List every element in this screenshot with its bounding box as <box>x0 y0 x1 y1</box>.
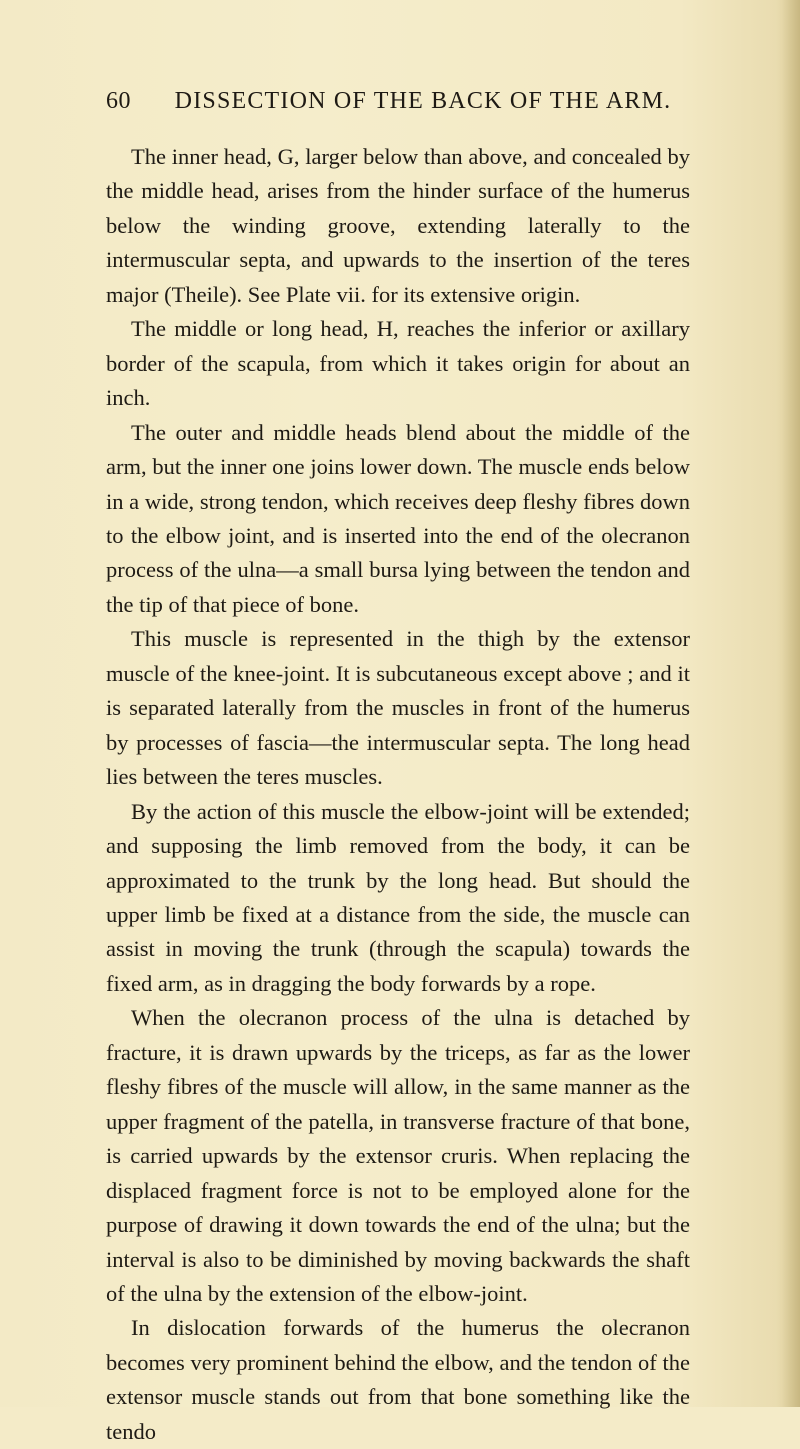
paragraph-homology: This muscle is represented in the thigh by the extensor muscle of the knee-joint. It is subcutaneous except above ; and it is separated laterally from the muscles in front of the humerus by processes of fascia—the intermuscular septa. The long head lies between the teres muscles. <box>106 626 690 790</box>
paragraph-action: By the action of this muscle the elbow-joint will be extended; and supposing the limb removed from the body, it can be approximated to the trunk by the long head. But should the upper limb be fixed at a distance from the side, the muscle can assist in moving the trunk (through the scapula) towards the fixed arm, as in dragging the body forwards by a rope. <box>106 798 690 996</box>
paragraph-insertion: The outer and middle heads blend about the middle of the arm, but the inner one joins lower down. The muscle ends below in a wide, strong tendon, which receives deep fleshy fibres down to the elbow joint, and is inserted into the end of the olecranon process of the ulna—a small bursa lying between the tendon and the tip of that piece of bone. <box>106 419 690 617</box>
page-number: 60 <box>106 88 131 114</box>
body-text <box>106 140 690 1449</box>
paragraph-inner-head: The inner head, G, larger below than above, and concealed by the middle head, arises from the hinder surface of the humerus below the winding groove, extending laterally to the intermuscular septa, and upwards to the insertion of the teres major (Theile). See Plate vii. for its extensive origin. <box>106 144 690 307</box>
paragraph-fracture: When the olecranon process of the ulna is detached by fracture, it is drawn upwards by the triceps, as far as the lower fleshy fibres of the muscle will allow, in the same manner as the upper fragment of the patella, in transverse fracture of that bone, is carried upwards by the extensor cruris. When replacing the displaced fragment force is not to be employed alone for the purpose of drawing it down towards the end of the ulna; but the interval is also to be diminished by moving backwards the shaft of the ulna by the extension of the elbow-joint. <box>106 1005 690 1306</box>
running-title: DISSECTION OF THE BACK OF THE ARM. <box>174 88 672 114</box>
paragraph-long-head: The middle or long head, H, reaches the inferior or axillary border of the scapula, from which it takes origin for about an inch. <box>106 316 690 411</box>
running-head <box>106 88 690 118</box>
paragraph-dislocation: In dislocation forwards of the humerus the olecranon becomes very prominent behind the elbow, and the tendon of the extensor muscle stands out from that bone something like the tendo <box>106 1315 690 1444</box>
page-edge-shadow <box>782 0 800 1407</box>
